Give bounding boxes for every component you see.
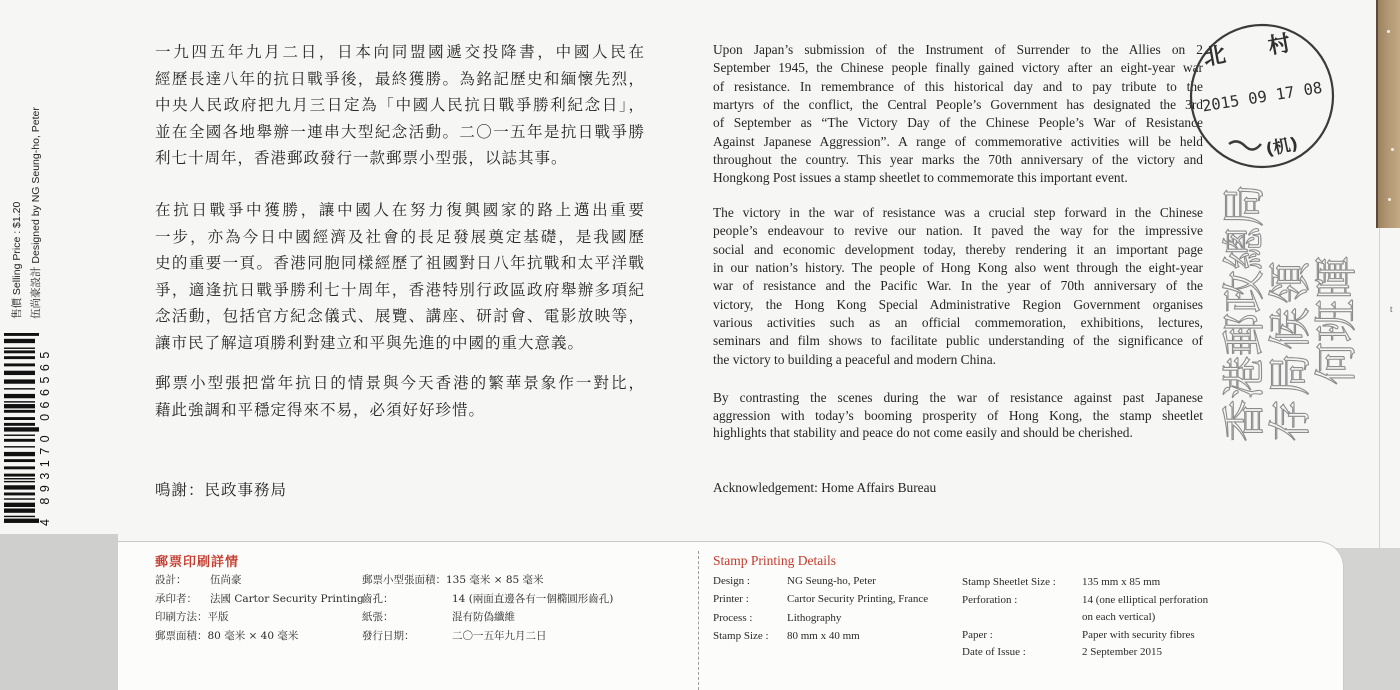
detail-value: NG Seung-ho, Peter bbox=[787, 575, 876, 587]
en-line: war of resistance and the Pacific War. In the year of 70th anniversary of the bbox=[713, 278, 1203, 294]
barcode-bar bbox=[4, 356, 35, 359]
detail-row-printer bbox=[155, 590, 364, 609]
detail-row-issue-date bbox=[362, 627, 547, 646]
details-en-column-1 bbox=[713, 572, 929, 645]
zh-paragraph-2 bbox=[155, 197, 645, 357]
en-line: in our nation’s history. The people of Hong Kong also went through the eight-year bbox=[713, 260, 1203, 276]
details-zh-column-2 bbox=[362, 571, 614, 645]
barcode-bar bbox=[4, 404, 35, 408]
en-line: seminars and film shows to facilitate public understanding of the significance of bbox=[713, 333, 1203, 349]
barcode-bar bbox=[4, 498, 35, 499]
barcode-bar bbox=[4, 519, 39, 523]
detail-value: Lithography bbox=[787, 611, 842, 624]
selling-price-label: 售價 Selling Price : $1.20 bbox=[11, 201, 23, 319]
detail-row-process: 印刷方法：平版 bbox=[155, 611, 229, 624]
zh-line: 爭，適逢抗日戰爭勝利七十周年，香港特別行政區政府舉辦多項紀 bbox=[155, 280, 645, 299]
barcode-bar bbox=[4, 410, 35, 413]
detail-value: 二〇一五年九月二日 bbox=[452, 629, 547, 642]
en-line: social and economic development today, thereby rendering it an important page bbox=[713, 241, 1203, 257]
details-zh-title: 郵票印刷詳情 bbox=[155, 555, 240, 570]
barcode-bar bbox=[4, 435, 35, 436]
barcode-bar bbox=[4, 333, 39, 336]
detail-value: Paper with security fibres bbox=[1082, 628, 1195, 641]
barcode-bar bbox=[4, 481, 35, 482]
zh-line: 史的重要一頁。香港同胞同樣經歷了祖國對日八年抗戰和太平洋戰 bbox=[155, 254, 645, 273]
zh-line: 藉此強調和平穩定得來不易，必須好好珍惜。 bbox=[155, 401, 486, 419]
barcode-bar bbox=[4, 388, 35, 389]
barcode-bar bbox=[4, 339, 35, 343]
details-divider bbox=[698, 551, 699, 690]
barcode-bar bbox=[4, 423, 35, 426]
en-line: people’s endeavour to revive our nation. It paved the way for the impressive bbox=[713, 223, 1203, 239]
designer-label: 伍尚豪設計 Designed by NG Seung-ho, Peter bbox=[30, 107, 42, 319]
poste-restante-stamp bbox=[1222, 180, 1360, 442]
detail-row-issue-date bbox=[962, 644, 1163, 662]
detail-value: 法國 Cartor Security Printing bbox=[210, 592, 364, 605]
detail-row-perforation bbox=[362, 590, 614, 609]
zh-line: 一步，亦為今日中國經濟及社會的長足發展奠定基礎，是我國歷 bbox=[155, 227, 645, 246]
barcode-bar bbox=[4, 516, 35, 517]
zh-line: 在抗日戰爭中獲勝，讓中國人在努力復興國家的路上邁出重要 bbox=[155, 201, 645, 219]
zh-paragraph-3 bbox=[155, 370, 645, 424]
barcode-bar bbox=[4, 503, 35, 507]
barcode-bar bbox=[4, 348, 35, 349]
en-line: Upon Japan’s submission of the Instrument of Surrender to the Allies on 2 bbox=[713, 42, 1203, 57]
detail-label: Perforation : bbox=[962, 593, 1018, 606]
en-paragraph-1 bbox=[713, 41, 1203, 188]
detail-label: 設計： bbox=[155, 574, 187, 586]
detail-row-sheetlet-size: 郵票小型張面積：135 毫米 × 85 毫米 bbox=[362, 574, 544, 586]
strip-dot bbox=[1387, 30, 1390, 33]
barcode-bar bbox=[4, 459, 35, 462]
zh-line: 讓市民了解這項勝利對建立和平與先進的中國的重大意義。 bbox=[155, 333, 585, 352]
en-line: of resistance. In remembrance of this historical day and to pay tribute to the bbox=[713, 78, 1203, 94]
detail-label: Date of Issue : bbox=[962, 646, 1026, 658]
barcode-bar bbox=[4, 350, 35, 353]
zh-line: 念活動，包括官方紀念儀式、展覽、講座、研討會、電影放映等， bbox=[155, 307, 645, 326]
detail-label: Printer : bbox=[713, 593, 749, 606]
envelope-flap-left bbox=[0, 534, 118, 690]
detail-row-design bbox=[155, 571, 298, 590]
detail-value: 伍尚豪 bbox=[210, 574, 242, 586]
stamp-edge-strip bbox=[1376, 0, 1400, 228]
barcode-bars bbox=[4, 333, 40, 523]
detail-label: Stamp Size : bbox=[713, 629, 769, 642]
en-paragraph-3 bbox=[713, 389, 1203, 442]
envelope-edge bbox=[1379, 228, 1380, 548]
en-line: The victory in the war of resistance was a crucial step forward in the Chinese bbox=[713, 205, 1203, 220]
detail-row-process bbox=[713, 609, 842, 627]
detail-value: 混有防偽纖維 bbox=[452, 611, 515, 624]
details-en-column-2 bbox=[962, 574, 1209, 662]
barcode-bar bbox=[4, 363, 35, 366]
detail-value bbox=[1082, 592, 1208, 627]
en-line: By contrasting the scenes during the war of resistance against past Japanese bbox=[713, 390, 1203, 405]
detail-label: Process : bbox=[713, 611, 753, 624]
barcode-bar bbox=[4, 401, 35, 402]
detail-label: 承印者： bbox=[155, 592, 197, 605]
barcode-number: 4 893170 066565 bbox=[38, 346, 52, 526]
barcode-bar bbox=[4, 446, 35, 447]
barcode-bar bbox=[4, 485, 35, 489]
zh-line: 一九四五年九月二日，日本向同盟國遞交投降書，中國人民在 bbox=[155, 43, 645, 61]
en-line: highlights that stability and peace do not come easily and should be cherished. bbox=[713, 425, 1133, 441]
poste-restante-label: 存局候領 bbox=[1266, 258, 1316, 442]
postmark-date: 2015 09 17 08 bbox=[1200, 78, 1324, 116]
zh-line: 經歷長達八年的抗日戰爭後，最終獲勝。為銘記歷史和緬懷先烈， bbox=[155, 69, 645, 88]
barcode-bar bbox=[4, 452, 35, 456]
detail-value: Cartor Security Printing, France bbox=[787, 593, 929, 606]
detail-row-design bbox=[713, 572, 876, 590]
postmark-smudge bbox=[1229, 141, 1261, 149]
en-paragraph-2 bbox=[713, 204, 1203, 369]
en-line: victory, the Hong Kong Special Administrative Region Government organises bbox=[713, 296, 1203, 312]
detail-row-printer bbox=[713, 590, 929, 608]
poste-restante-office: 香港郵政總局 bbox=[1220, 184, 1270, 442]
strip-dot bbox=[1388, 198, 1391, 201]
barcode-bar bbox=[4, 493, 35, 496]
zh-acknowledgement: 鳴謝：民政事務局 bbox=[155, 481, 288, 499]
detail-label: 發行日期： bbox=[362, 629, 415, 642]
strip-dot bbox=[1391, 148, 1394, 151]
barcode-bar bbox=[4, 508, 35, 512]
barcode-bar bbox=[4, 474, 35, 477]
detail-label: Stamp Sheetlet Size : bbox=[962, 576, 1056, 588]
en-line: Hongkong Post issues a stamp sheetlet to commemorate this important event. bbox=[713, 170, 1128, 186]
detail-row-stamp-size bbox=[713, 627, 860, 645]
detail-label: Paper : bbox=[962, 628, 993, 641]
detail-label: Design : bbox=[713, 575, 750, 587]
details-zh-column-1 bbox=[155, 571, 364, 645]
detail-value: 14 (兩面直邊各有一個橢圓形齒孔) bbox=[452, 592, 614, 605]
en-line: aggression with today’s booming prosperity of Hong Kong, the stamp sheetlet bbox=[713, 407, 1203, 423]
zh-paragraph-1 bbox=[155, 39, 645, 172]
en-line: the victory to building a peaceful and modern China. bbox=[713, 351, 996, 367]
barcode-bar bbox=[4, 466, 35, 469]
detail-row-paper bbox=[362, 608, 544, 627]
detail-value: 2 September 2015 bbox=[1082, 646, 1163, 658]
detail-row-paper bbox=[962, 627, 1195, 645]
detail-value-line: 14 (one elliptical perforation bbox=[1082, 593, 1209, 606]
detail-value: 80 mm x 40 mm bbox=[787, 629, 860, 642]
en-line: various activities such as an official commemoration, exhibitions, lectures, bbox=[713, 315, 1203, 331]
barcode-bar bbox=[4, 379, 35, 383]
postmark-top-text: 北 村 bbox=[1201, 28, 1311, 72]
zh-line: 利七十周年，香港郵政發行一款郵票小型張，以誌其事。 bbox=[155, 149, 568, 168]
barcode-bar bbox=[4, 371, 35, 375]
detail-row-perforation bbox=[962, 592, 1209, 627]
detail-row-sheetlet-size bbox=[962, 574, 1161, 592]
detail-row-stamp-size: 郵票面積：80 毫米 × 40 毫米 bbox=[155, 629, 299, 642]
en-line: of September as “The Victory Day of the Chinese People’s War of Resistance bbox=[713, 115, 1203, 131]
barcode-bar bbox=[4, 394, 35, 398]
detail-value: 135 mm x 85 mm bbox=[1082, 576, 1161, 588]
en-line: September 1945, the Chinese people finally gained victory after an eight-year war bbox=[713, 60, 1203, 76]
zh-line: 並在全國各地舉辦一連串大型紀念活動。二〇一五年是抗日戰爭勝 bbox=[155, 122, 645, 141]
barcode-bar bbox=[4, 417, 35, 420]
poste-restante-addressee: 何班暉 bbox=[1312, 256, 1362, 385]
postmark bbox=[1183, 16, 1343, 181]
postmark-bottom-text: (机) bbox=[1263, 133, 1300, 161]
detail-value-line: on each vertical) bbox=[1082, 611, 1156, 623]
detail-label: 齒孔： bbox=[362, 592, 394, 605]
en-line: throughout the country. This year marks the 70th anniversary of the victory and bbox=[713, 152, 1203, 168]
en-line: martyrs of the conflict, the Central People’s Government has designated the 3rd bbox=[713, 97, 1203, 113]
edge-fragment-text: t bbox=[1390, 304, 1393, 314]
barcode-bar bbox=[4, 439, 35, 442]
en-line: Against Japanese Aggression”. A range of commemorative activities will be held bbox=[713, 133, 1203, 149]
detail-label: 紙張： bbox=[362, 611, 394, 624]
zh-line: 中央人民政府把九月三日定為「中國人民抗日戰爭勝利紀念日」， bbox=[155, 96, 645, 115]
barcode-bar bbox=[4, 427, 39, 431]
details-en-title: Stamp Printing Details bbox=[713, 553, 836, 568]
barcode-bar bbox=[4, 478, 35, 479]
zh-line: 郵票小型張把當年抗日的情景與今天香港的繁華景象作一對比， bbox=[155, 374, 645, 392]
en-acknowledgement: Acknowledgement: Home Affairs Bureau bbox=[713, 480, 937, 495]
